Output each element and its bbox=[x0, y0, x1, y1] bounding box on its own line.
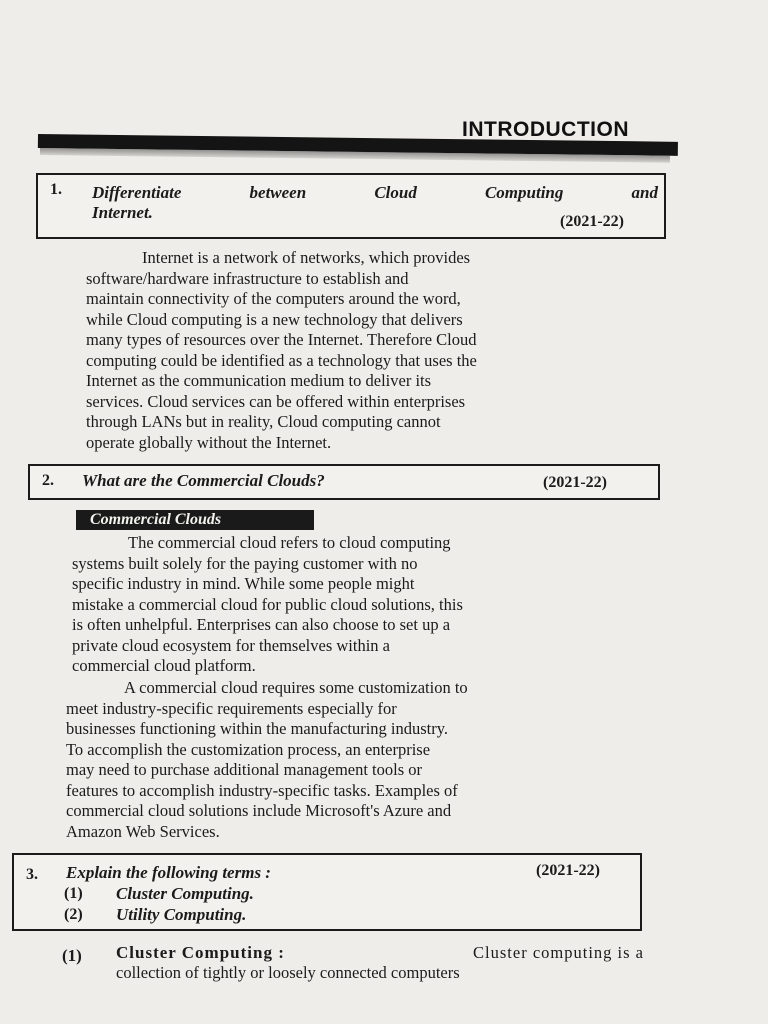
text-line: maintain connectivity of the computers around the word, bbox=[86, 289, 461, 308]
question-year: (2021-22) bbox=[560, 213, 624, 230]
answer-paragraph bbox=[116, 963, 646, 984]
text-line: specific industry in mind. While some people might bbox=[72, 574, 415, 593]
question-text-line bbox=[92, 183, 658, 203]
text-line: Cluster computing is a bbox=[473, 943, 644, 962]
text-line: many types of resources over the Internet. Therefore Cloud bbox=[86, 330, 477, 349]
question-word: Differentiate bbox=[92, 183, 182, 202]
text-line: through LANs but in reality, Cloud computing cannot bbox=[86, 412, 441, 431]
question-text: What are the Commercial Clouds? bbox=[82, 471, 325, 490]
text-line: To accomplish the customization process, an enterprise bbox=[66, 739, 431, 759]
text-line: Internet as the communication medium to deliver its bbox=[86, 371, 432, 390]
term-item: Utility Computing. bbox=[116, 905, 247, 924]
text-line: mistake a commercial cloud for public cloud solutions, this bbox=[72, 594, 463, 614]
question-year: (2021-22) bbox=[543, 474, 607, 491]
text-line: meet industry-specific requirements especially for bbox=[66, 698, 397, 718]
question-word: Computing bbox=[484, 183, 564, 202]
chapter-title: INTRODUCTION bbox=[462, 118, 629, 141]
answer-term-line bbox=[116, 943, 644, 964]
term-item-number: (2) bbox=[64, 906, 83, 923]
answer-paragraph bbox=[66, 678, 656, 842]
question-word: between bbox=[249, 183, 307, 202]
question-year: (2021-22) bbox=[536, 862, 600, 879]
question-text: Explain the following terms : bbox=[66, 863, 271, 882]
question-word: Cloud bbox=[374, 183, 417, 202]
text-line: software/hardware infrastructure to establish and bbox=[86, 268, 409, 288]
text-line: may need to purchase additional management tools or bbox=[66, 760, 423, 779]
term-item: Cluster Computing. bbox=[116, 884, 254, 903]
answer-term: Cluster Computing : bbox=[116, 943, 285, 962]
text-line: computing could be identified as a technology that uses the bbox=[86, 350, 477, 370]
text-line: businesses functioning within the manufacturing industry. bbox=[66, 719, 449, 738]
answer-paragraph bbox=[72, 533, 660, 677]
text-line: A commercial cloud requires some customization to bbox=[124, 678, 468, 697]
text-line: commercial cloud solutions include Microsoft's Azure and bbox=[66, 801, 452, 820]
answer-term-number: (1) bbox=[62, 946, 82, 965]
text-line: private cloud ecosystem for themselves within a bbox=[72, 635, 390, 655]
question-number: 2. bbox=[42, 472, 54, 489]
text-line: The commercial cloud refers to cloud computing bbox=[128, 533, 451, 552]
text-line: Internet is a network of networks, which provides bbox=[142, 248, 471, 267]
text-line: operate globally without the Internet. bbox=[86, 432, 332, 452]
question-number: 3. bbox=[26, 866, 38, 883]
text-line: while Cloud computing is a new technology that delivers bbox=[86, 309, 463, 329]
text-line: is often unhelpful. Enterprises can also choose to set up a bbox=[72, 615, 451, 634]
text-line: services. Cloud services can be offered within enterprises bbox=[86, 391, 466, 411]
answer-paragraph bbox=[86, 248, 666, 453]
question-number: 1. bbox=[50, 181, 62, 198]
text-line: systems built solely for the paying customer with no bbox=[72, 553, 418, 573]
text-line: collection of tightly or loosely connected computers bbox=[116, 963, 460, 982]
question-text-line-2: Internet. bbox=[92, 203, 153, 222]
question-word: and bbox=[631, 183, 658, 202]
text-line: features to accomplish industry-specific tasks. Examples of bbox=[66, 780, 458, 800]
text-line: commercial cloud platform. bbox=[72, 656, 256, 675]
text-line: Amazon Web Services. bbox=[66, 821, 220, 841]
term-item-number: (1) bbox=[64, 885, 83, 902]
section-label: Commercial Clouds bbox=[76, 510, 314, 530]
